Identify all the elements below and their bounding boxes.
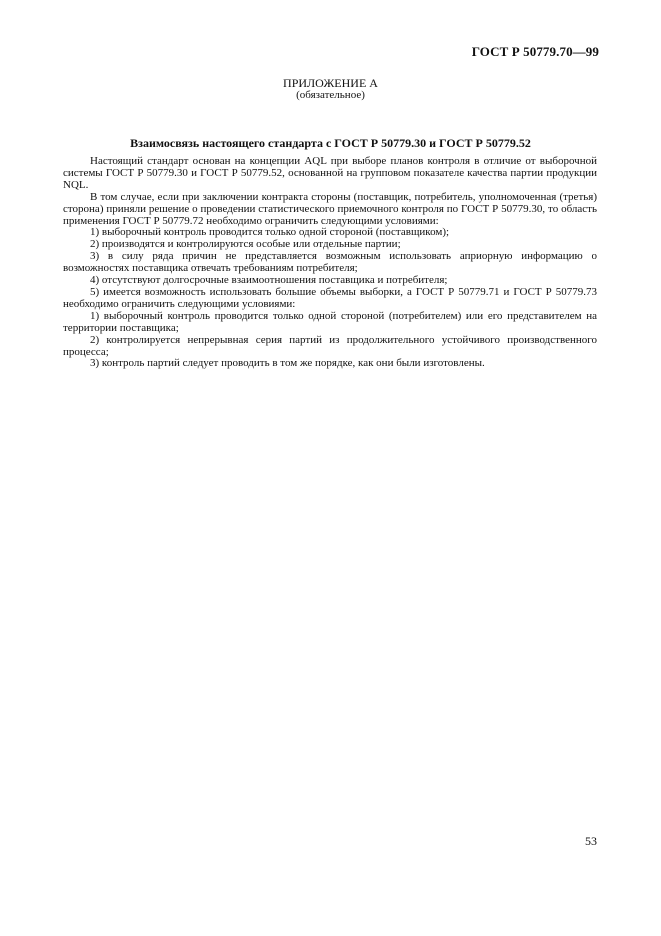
list-item: 2) контролируется непрерывная серия партий из продолжительного устойчивого производственного процесса; (63, 333, 597, 358)
section-title: Взаимосвязь настоящего стандарта с ГОСТ Р 50779.30 и ГОСТ Р 50779.52 (130, 136, 531, 150)
page-number: 53 (585, 834, 597, 848)
appendix-title: ПРИЛОЖЕНИЕ А (283, 76, 378, 90)
list-item: 2) производятся и контролируются особые или отдельные партии; (90, 238, 401, 251)
appendix-subtitle: (обязательное) (296, 89, 365, 101)
list-item: 3) в силу ряда причин не представляется возможным использовать априорную информацию о возможностях поставщика отвечать требованиям потребителя; (63, 250, 597, 275)
body-text (63, 156, 597, 370)
paragraph: Настоящий стандарт основан на концепции AQL при выборе планов контроля в отличие от выборочной системы ГОСТ Р 50779.30 и ГОСТ Р 50779.52, основанной на групповом показателе качества партии продукции NQL. (63, 155, 597, 191)
list-item: 3) контроль партий следует проводить в том же порядке, как они были изготовлены. (90, 357, 485, 370)
list-item: 1) выборочный контроль проводится только одной стороной (потребителем) или его представителем на территории поставщика; (63, 309, 597, 334)
list-item: 4) отсутствуют долгосрочные взаимоотношения поставщика и потребителя; (90, 274, 448, 287)
document-code: ГОСТ Р 50779.70—99 (471, 44, 599, 59)
list-item: 1) выборочный контроль проводится только одной стороной (поставщиком); (90, 226, 450, 239)
list-item: 5) имеется возможность использовать большие объемы выборки, а ГОСТ Р 50779.71 и ГОСТ Р 50779.73 необходимо ограничить следующими условиями: (63, 285, 597, 310)
paragraph: В том случае, если при заключении контракта стороны (поставщик, потребитель, уполномоченная (третья) сторона) приняли решение о проведении статистического приемочного контроля по ГОСТ Р 50779.30, то область применения ГОСТ Р 50779.72 необходимо ограничить следующими условиями: (63, 190, 597, 227)
